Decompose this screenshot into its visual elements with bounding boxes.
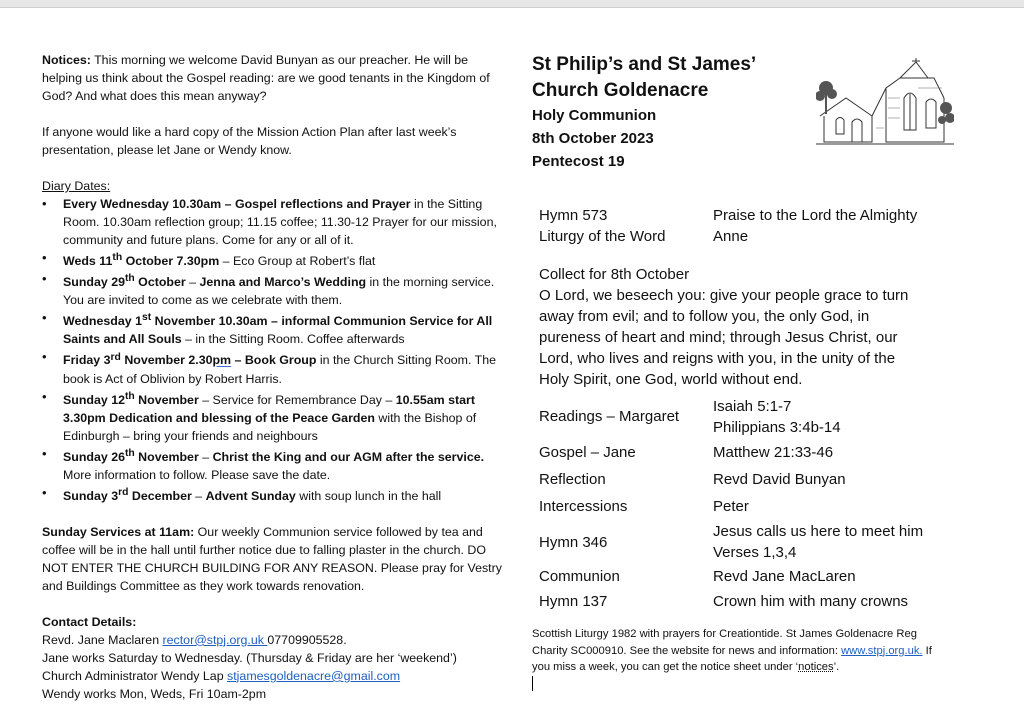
diary-item: • Sunday 3rd December – Advent Sunday with soup lunch in the hall <box>63 484 502 505</box>
notices-column <box>42 51 502 703</box>
church-name-line2: Church Goldenacre <box>532 80 709 101</box>
collect-line: pureness of heart and mind; through Jesus Christ, our <box>539 329 898 346</box>
notices-label: Notices: <box>42 53 91 67</box>
church-name-line1: St Philip’s and St James’ <box>532 54 757 75</box>
mission-paragraph: If anyone would like a hard copy of the Mission Action Plan after last week’s presentation, please let Jane or Wendy know. <box>42 125 457 157</box>
diary-item: • Sunday 26th November – Christ the King and our AGM after the service. More information to follow. Please save the date. <box>63 445 502 484</box>
diary-item: • Weds 11th October 7.30pm – Eco Group at Robert’s flat <box>63 249 502 270</box>
diary-item: • Sunday 29th October – Jenna and Marco’s Wedding in the morning service. You are invited to come as we celebrate with them. <box>63 270 502 309</box>
footer-note: Scottish Liturgy 1982 with prayers for Creationtide. St James Goldenacre Reg Charity SC000910. See the website for news and information: www.stpj.org.uk. If you miss a week, you can get the notice sheet under ‘notices’. <box>532 628 932 673</box>
collect-line: away from evil; and to follow you, the only God, in <box>539 308 870 325</box>
collect-line: O Lord, we beseech you: give your people grace to turn <box>539 287 909 304</box>
website-link[interactable]: www.stpj.org.uk. <box>841 644 923 657</box>
window-top-bar <box>0 0 1024 8</box>
contact-line: Revd. Jane Maclaren rector@stpj.org.uk 07709905528. <box>42 632 347 647</box>
liturgical-day: Pentecost 19 <box>532 153 625 170</box>
diary-item: • Every Wednesday 10.30am – Gospel reflections and Prayer in the Sitting Room. 10.30am reflection group; 11.15 coffee; 11.30-12 Prayer for our mission, community and future plans. Come for any or all of it. <box>63 195 502 249</box>
contact-line: Wendy works Mon, Weds, Fri 10am-2pm <box>42 686 267 701</box>
rector-email-link[interactable]: rector@stpj.org.uk <box>162 632 268 647</box>
service-type: Holy Communion <box>532 107 657 124</box>
contact-line: Church Administrator Wendy Lap stjamesgoldenacre@gmail.com <box>42 668 401 683</box>
admin-email-link[interactable]: stjamesgoldenacre@gmail.com <box>227 668 401 683</box>
diary-item: • Wednesday 1st November 10.30am – informal Communion Service for All Saints and All Souls – in the Sitting Room. Coffee afterwards <box>63 309 502 348</box>
notices-word: notices <box>798 661 834 673</box>
text-cursor <box>532 676 533 691</box>
church-sketch-image <box>816 58 954 148</box>
notices-paragraph <box>42 51 502 105</box>
contact-heading: Contact Details: <box>42 614 137 629</box>
diary-item: • Friday 3rd November 2.30pm – Book Group in the Church Sitting Room. The book is Act of Oblivion by Robert Harris. <box>63 348 502 387</box>
diary-item: • Sunday 12th November – Service for Remembrance Day – 10.55am start 3.30pm Dedication and blessing of the Peace Garden with the Bishop of Edinburgh – bring your friends and neighbours <box>63 388 502 445</box>
diary-list <box>42 195 502 505</box>
notices-text: This morning we welcome David Bunyan as our preacher. He will be helping us think about the Gospel reading: are we good tenants in the Kingdom of God? And what does this mean anyway? <box>42 53 490 103</box>
services-paragraph: Sunday Services at 11am: Our weekly Communion service followed by tea and coffee will be in the hall until further notice due to falling plaster in the church. DO NOT ENTER THE CHURCH BUILDING FOR ANY REASON. Please pray for Vestry and Buildings Committee as they work towards renovation. <box>42 524 502 593</box>
collect-title: Collect for 8th October <box>539 266 690 283</box>
contact-line: Jane works Saturday to Wednesday. (Thursday & Friday are her ‘weekend’) <box>42 650 457 665</box>
service-date: 8th October 2023 <box>532 130 654 147</box>
collect-line: Holy Spirit, one God, world without end. <box>539 371 803 388</box>
collect-line: Lord, who lives and reigns with you, in the unity of the <box>539 350 896 367</box>
diary-heading: Diary Dates: <box>42 179 111 193</box>
